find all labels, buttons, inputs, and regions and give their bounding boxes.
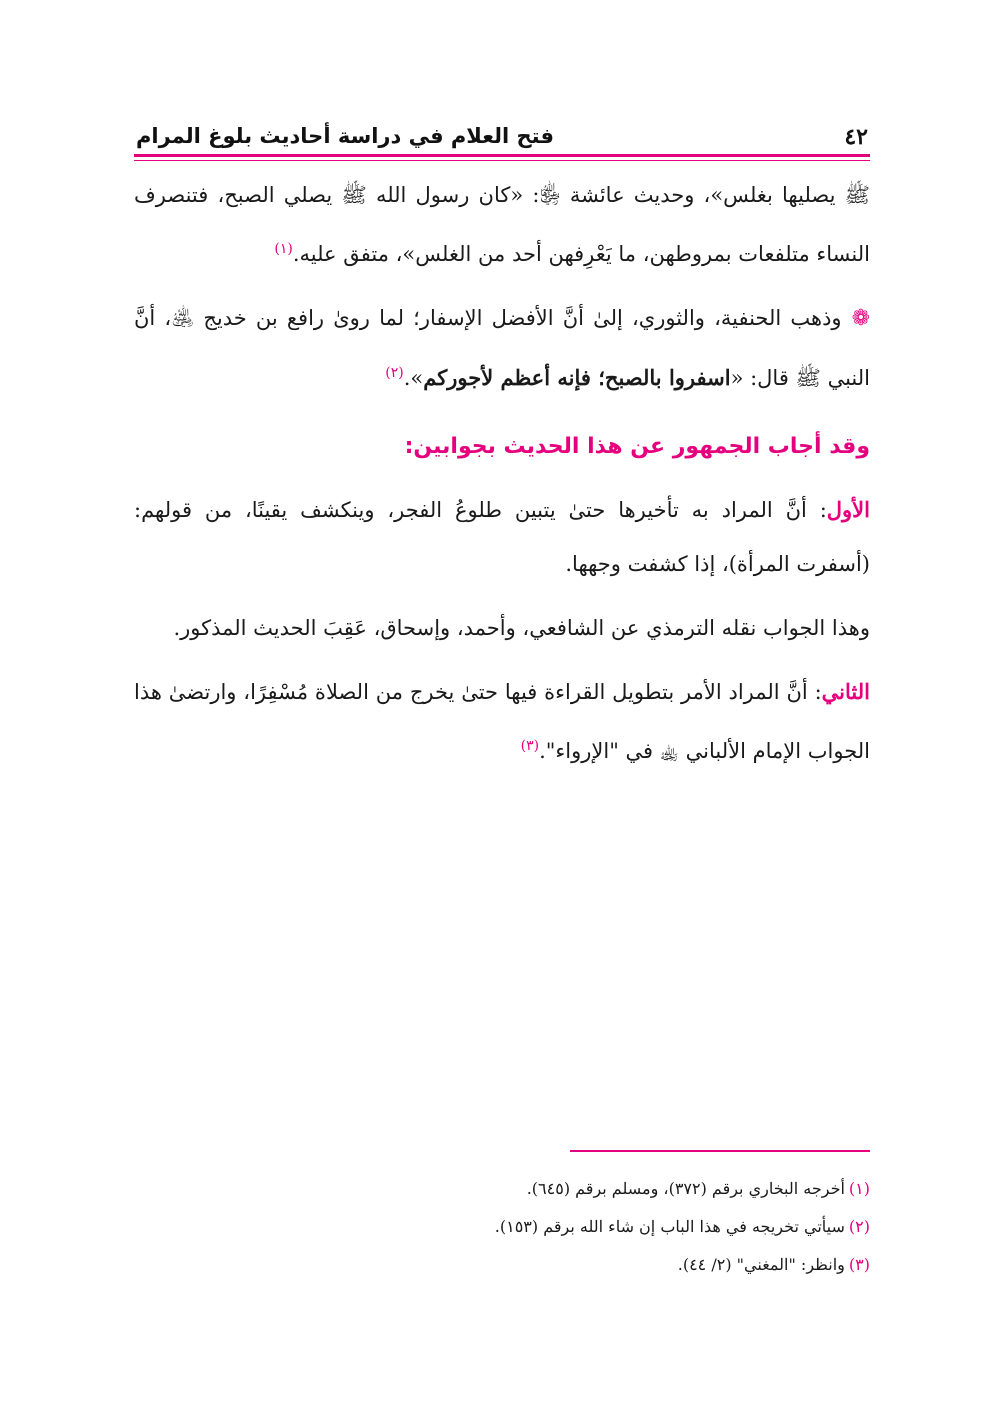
paragraph-2: [134, 291, 870, 405]
footnote-number: (٣): [848, 1255, 870, 1274]
paragraph-2-end: ».: [403, 366, 424, 390]
paragraph-1-line-1: ﷺ يصليها بغلس»، وحديث عائشة ﵂: «كان رسول الله ﷺ يصلي الصبح،: [217, 183, 870, 207]
book-title: فتح العلام في دراسة أحاديث بلوغ المرام: [136, 124, 554, 148]
footnote-3: [134, 1246, 870, 1284]
footnote-text: أخرجه البخاري برقم (٣٧٢)، ومسلم برقم (٦٤٥).: [526, 1179, 845, 1198]
second-answer-label: الثاني: [821, 679, 870, 704]
paragraph-first-answer: [134, 483, 870, 591]
hadith-quote: اسفروا بالصبح؛ فإنه أعظم لأجوركم: [423, 365, 731, 390]
first-answer-label: الأول: [826, 497, 870, 522]
header-rule-thin: [134, 160, 870, 161]
running-header: [134, 118, 870, 158]
footnote-number: (٢): [848, 1217, 870, 1236]
section-heading: وقد أجاب الجمهور عن هذا الحديث بجوابين:: [404, 434, 870, 459]
paragraph-second-answer: [134, 665, 870, 778]
footnote-number: (١): [848, 1179, 870, 1198]
footnote-ref-1[interactable]: (١): [274, 241, 293, 257]
footnote-separator: [570, 1150, 870, 1152]
footnote-2: [134, 1208, 870, 1246]
header-rule-thick: [134, 154, 870, 157]
footnote-ref-3[interactable]: (٣): [520, 738, 540, 754]
paragraph-1: [134, 168, 870, 281]
paragraph-tirmidhi: [134, 601, 870, 655]
first-answer-text: : أنَّ المراد به تأخيرها حتىٰ يتبين طلوعُ الفجر، وينكشف يقينًا، من قولهم: (أسفرت المرأة)، إذا كشفت وجهها.: [134, 498, 870, 576]
footnote-1: [134, 1170, 870, 1208]
paragraph-1-line-2: فتنصرف النساء متلفعات بمروطهن، ما يَعْرِفهن أحد من الغلس»، متفق عليه.: [134, 183, 870, 266]
tirmidhi-text: وهذا الجواب نقله الترمذي عن الشافعي، وأحمد، وإسحاق، عَقِبَ الحديث المذكور.: [173, 616, 870, 640]
footnote-text: وانظر: "المغني" (٢/ ٤٤).: [677, 1255, 845, 1274]
footnote-ref-2[interactable]: (٢): [385, 365, 404, 381]
paragraph-2-text: وذهب الحنفية، والثوري، إلىٰ أنَّ الأفضل الإسفار؛ لما روىٰ رافع بن خديج ﵁، أنَّ النبي ﷺ قال: «: [134, 306, 870, 390]
footnote-text: سيأتي تخريجه في هذا الباب إن شاء الله برقم (١٥٣).: [494, 1217, 845, 1236]
main-text: [134, 168, 870, 788]
footnotes: [134, 1170, 870, 1284]
second-answer-text: : أنَّ المراد الأمر بتطويل القراءة فيها حتىٰ يخرج من الصلاة مُسْفِرًا، وارتضىٰ هذا الجواب الإمام الألباني ﵀ في "الإرواء".: [134, 680, 870, 763]
flower-ornament-icon: ❁: [851, 306, 870, 331]
page-number: ٤٢: [844, 124, 868, 150]
